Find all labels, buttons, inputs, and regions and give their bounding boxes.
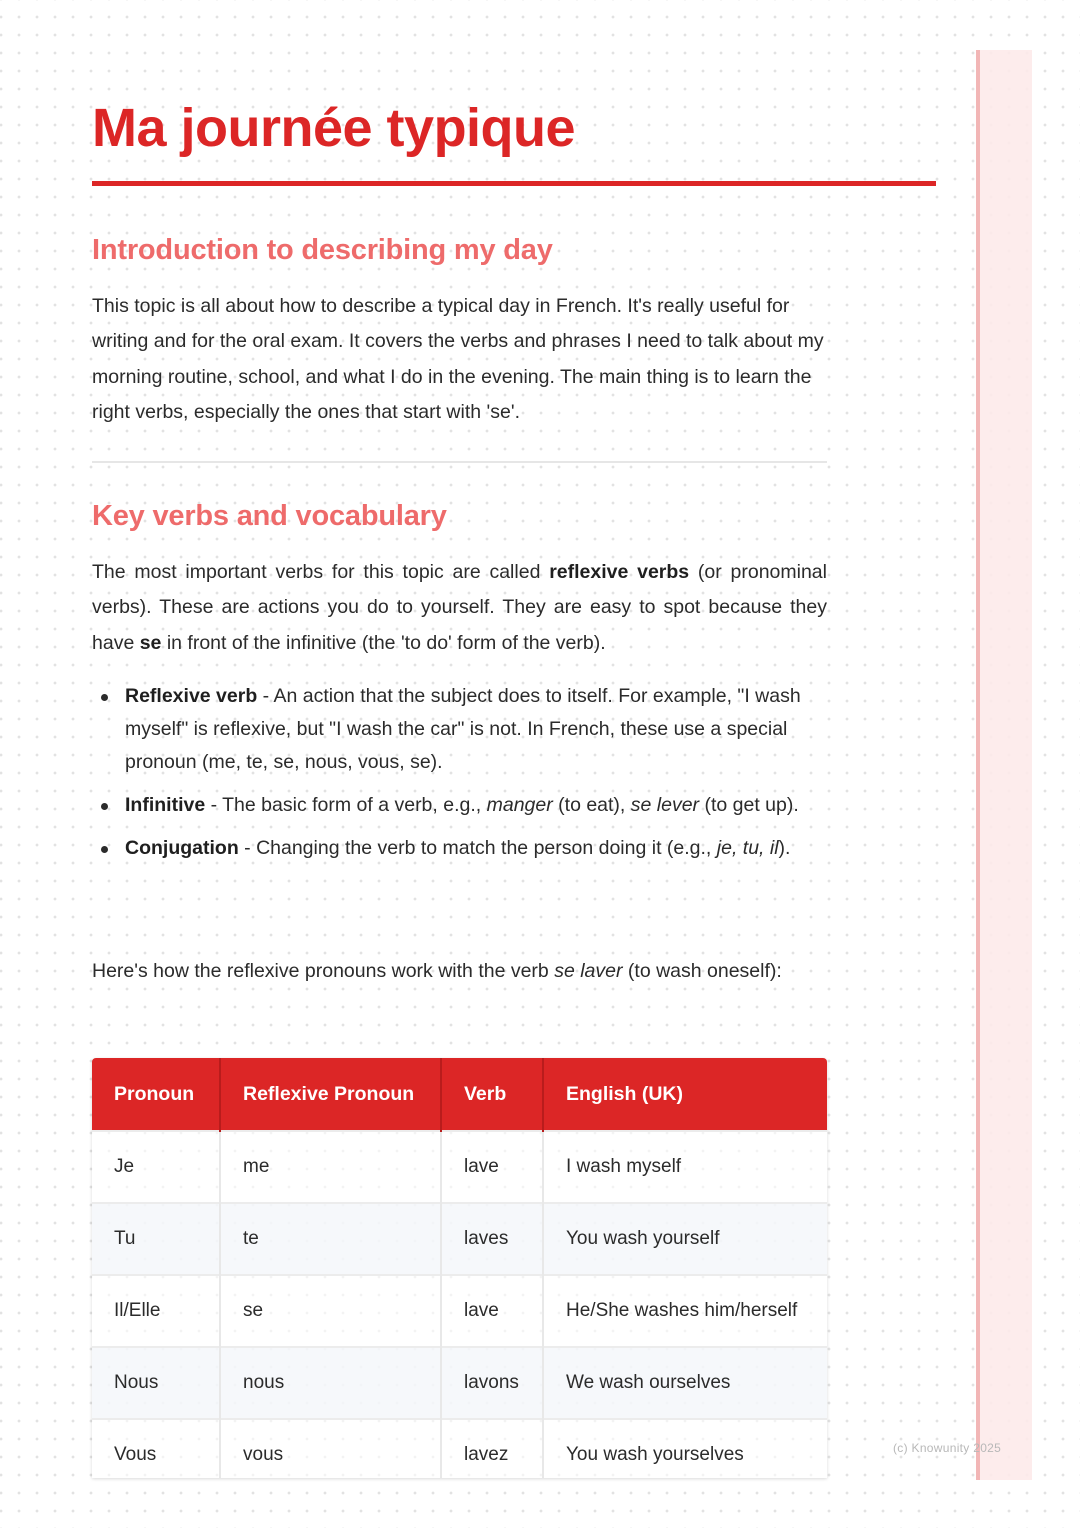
table-cell: se bbox=[220, 1275, 441, 1347]
margin-band bbox=[976, 50, 1032, 1480]
bold-term: se bbox=[139, 631, 162, 654]
table-cell: You wash yourself bbox=[543, 1203, 827, 1275]
column-header-reflexive-pronoun: Reflexive Pronoun bbox=[220, 1058, 441, 1131]
conjugation-table bbox=[92, 1058, 827, 1478]
text-span: (or pronominal verbs). These are actions you do to yourself. They are easy to spot because they have bbox=[92, 561, 827, 654]
table-row bbox=[92, 1275, 827, 1347]
table-cell: We wash ourselves bbox=[543, 1347, 827, 1419]
margin-line bbox=[976, 50, 980, 1480]
list-item bbox=[92, 832, 825, 865]
table-cell: te bbox=[220, 1203, 441, 1275]
list-item-text: - Changing the verb to match the person doing it (e.g., bbox=[238, 837, 717, 859]
table-cell: me bbox=[220, 1131, 441, 1203]
conjugation-table-container bbox=[92, 1058, 827, 1478]
table-cell: Vous bbox=[92, 1419, 220, 1478]
table-cell: nous bbox=[220, 1347, 441, 1419]
text-span: Here's how the reflexive pronouns work with the verb bbox=[92, 960, 555, 982]
column-header-pronoun: Pronoun bbox=[92, 1058, 220, 1131]
list-item-text: - The basic form of a verb, e.g., bbox=[205, 794, 487, 816]
column-header-verb: Verb bbox=[441, 1058, 543, 1131]
table-row bbox=[92, 1203, 827, 1275]
text-span: (to wash oneself): bbox=[622, 960, 782, 982]
section-introduction-paragraph: This topic is all about how to describe a typical day in French. It's really useful for writing and for the oral exam. It covers the verbs and phrases I need to talk about my morning routine, school, and what I do in the evening. The main thing is to learn the right verbs, especially the ones that start with 'se'. bbox=[92, 295, 824, 423]
copyright-footer: (c) Knowunity 2025 bbox=[893, 1441, 1002, 1455]
section-divider bbox=[92, 461, 827, 463]
bold-term: reflexive verbs bbox=[549, 561, 690, 583]
table-cell: lavez bbox=[441, 1419, 543, 1478]
list-item-term: Conjugation bbox=[125, 837, 239, 859]
table-cell: lave bbox=[441, 1131, 543, 1203]
list-item bbox=[92, 680, 825, 779]
italic-word: je, tu, il bbox=[716, 837, 779, 859]
bullet-icon bbox=[101, 846, 108, 853]
text-span: in front of the infinitive (the 'to do' form of the verb). bbox=[161, 631, 606, 654]
vocabulary-list bbox=[92, 680, 827, 875]
table-cell: lave bbox=[441, 1275, 543, 1347]
bullet-icon bbox=[101, 694, 108, 701]
table-cell: You wash yourselves bbox=[543, 1419, 827, 1478]
table-intro-paragraph bbox=[92, 954, 827, 989]
table-cell: I wash myself bbox=[543, 1131, 827, 1203]
list-item-term: Infinitive bbox=[125, 794, 206, 816]
table-row bbox=[92, 1419, 827, 1478]
table-cell: Il/Elle bbox=[92, 1275, 220, 1347]
list-item-text: (to get up). bbox=[699, 794, 799, 816]
table-row bbox=[92, 1347, 827, 1419]
table-cell: Nous bbox=[92, 1347, 220, 1419]
table-cell: lavons bbox=[441, 1347, 543, 1419]
title-underline bbox=[92, 181, 936, 186]
list-item bbox=[92, 789, 825, 822]
column-header-english: English (UK) bbox=[543, 1058, 827, 1131]
table-header-row bbox=[92, 1058, 827, 1131]
text-span: The most important verbs for this topic are called bbox=[92, 561, 550, 583]
list-item-text: - An action that the subject does to itself. For example, "I wash myself" is reflexive, but "I wash the car" is not. In French, these use a special pronoun (me, te, se, nous, vous, se). bbox=[125, 685, 801, 773]
table-cell: Tu bbox=[92, 1203, 220, 1275]
list-item-text: (to eat), bbox=[552, 794, 631, 816]
table-cell: Je bbox=[92, 1131, 220, 1203]
table-cell: He/She washes him/herself bbox=[543, 1275, 827, 1347]
list-item-term: Reflexive verb bbox=[125, 685, 258, 707]
table-cell: vous bbox=[220, 1419, 441, 1478]
table-cell: laves bbox=[441, 1203, 543, 1275]
page-title: Ma journée typique bbox=[92, 98, 576, 158]
italic-word: se lever bbox=[630, 794, 700, 816]
document-content bbox=[92, 90, 827, 1465]
bullet-icon bbox=[101, 803, 108, 810]
table-row bbox=[92, 1131, 827, 1203]
key-verbs-paragraph bbox=[92, 555, 827, 661]
italic-word: manger bbox=[486, 794, 553, 816]
section-heading-key-verbs: Key verbs and vocabulary bbox=[92, 500, 447, 532]
list-item-text: ). bbox=[778, 837, 791, 859]
italic-word: se laver bbox=[554, 960, 623, 982]
section-heading-introduction: Introduction to describing my day bbox=[92, 234, 553, 266]
